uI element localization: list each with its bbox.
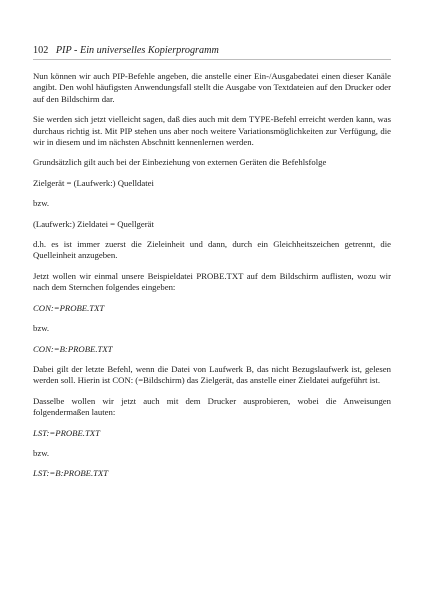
command-con-b-probe: CON:=B:PROBE.TXT (33, 343, 113, 354)
paragraph-list-example: Jetzt wollen wir einmal unsere Beispieldatei PROBE.TXT auf dem Bildschirm auflisten, wozu wir nach dem Sternchen folgendes eingeben: (33, 270, 391, 293)
syntax-target-device: Zielgerät = (Laufwerk:) Quelldatei (33, 177, 154, 188)
paragraph-printer-example: Dasselbe wollen wir jetzt auch mit dem Drucker ausprobieren, wobei die Anweisungen folgendermaßen lauten: (33, 395, 391, 418)
paragraph-pip-channels: Nun können wir auch PIP-Befehle angeben, die anstelle einer Ein-/Ausgabedatei einen dieser Kanäle angibt. Den wohl häufigsten Anwendungsfall stellt die Ausgabe von Textdateien auf den Drucker oder auf den Bildschirm dar. (33, 71, 391, 104)
separator-bzw: bzw. (33, 198, 50, 209)
command-lst-probe: LST:=PROBE.TXT (33, 427, 100, 438)
book-page (33, 45, 391, 489)
separator-bzw: bzw. (33, 323, 50, 334)
command-lst-b-probe: LST:=B:PROBE.TXT (33, 468, 109, 479)
syntax-target-file: (Laufwerk:) Zieldatei = Quellgerät (33, 218, 154, 229)
separator-bzw: bzw. (33, 447, 50, 458)
running-header (33, 45, 391, 57)
command-con-probe: CON:=PROBE.TXT (33, 302, 105, 313)
page-number: 102 (33, 45, 49, 56)
paragraph-type-command: Sie werden sich jetzt vielleicht sagen, daß dies auch mit dem TYPE-Befehl erreicht werden kann, was durchaus richtig ist. Mit PIP stehen uns aber noch weitere Variationsmöglichkeiten zur Verfügung, die wir in diesem und im nächsten Abschnitt kennenlernen werden. (33, 114, 391, 148)
paragraph-con-explanation: Dabei gilt der letzte Befehl, wenn die Datei von Laufwerk B, das nicht Bezugslaufwerk ist, gelesen werden soll. Hierin ist CON: (=Bildschirm) das Zielgerät, das anstelle einer Zieldatei aufgeführt ist. (33, 363, 391, 386)
paragraph-order-explanation: d.h. es ist immer zuerst die Zieleinheit und dann, durch ein Gleichheitszeichen getrennt, die Quelleinheit anzugeben. (33, 239, 391, 261)
paragraph-command-sequence: Grundsätzlich gilt auch bei der Einbeziehung von externen Geräten die Befehlsfolge (33, 157, 327, 168)
running-title: PIP - Ein universelles Kopierprogramm (55, 45, 219, 56)
